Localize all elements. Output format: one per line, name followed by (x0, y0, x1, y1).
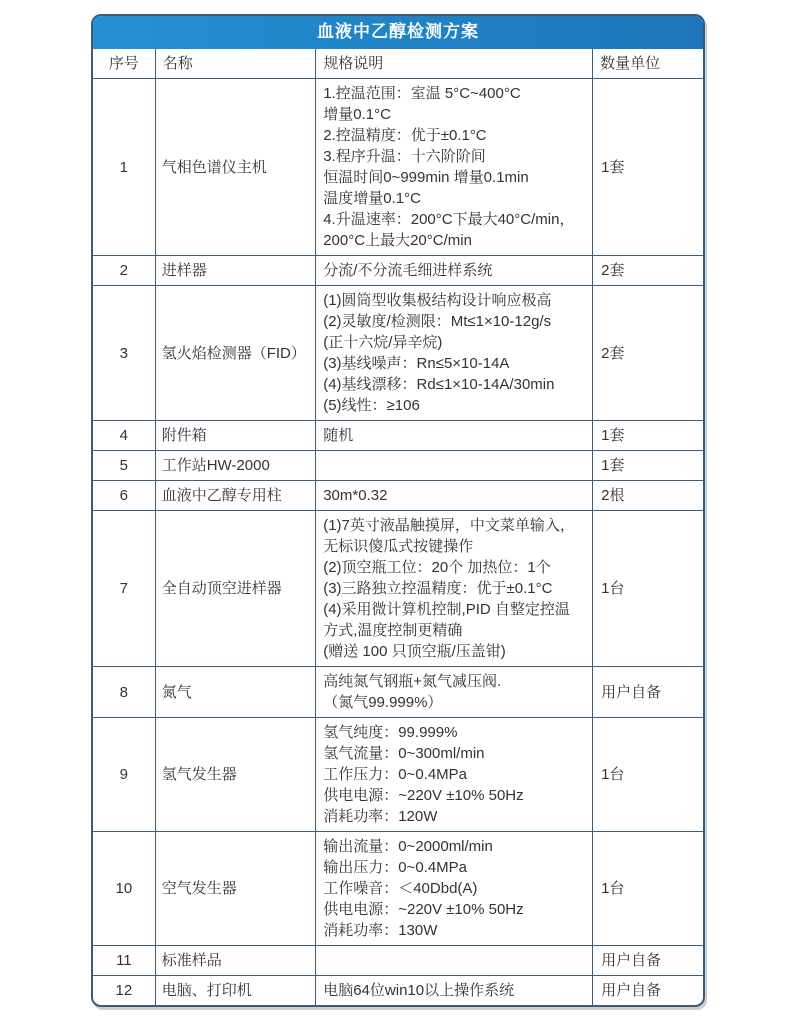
item-name-cell: 空气发生器 (155, 832, 316, 946)
item-name-cell: 氢气发生器 (155, 718, 316, 832)
table-row (93, 481, 703, 511)
item-name-cell: 血液中乙醇专用柱 (155, 481, 316, 511)
table-body (93, 79, 703, 1006)
row-number-cell: 8 (93, 667, 155, 718)
table-row (93, 667, 703, 718)
row-number-cell: 10 (93, 832, 155, 946)
qty-cell: 用户自备 (593, 976, 703, 1006)
row-number-cell: 4 (93, 421, 155, 451)
table-row (93, 718, 703, 832)
spec-cell: (1)圆筒型收集极结构设计响应极高 (2)灵敏度/检测限：Mt≤1×10-12g/s (正十六烷/异辛烷) (3)基线噪声：Rn≤5×10-14A (4)基线漂移：Rd≤1×10-14A/30min (5)线性：≥106 (316, 286, 593, 421)
row-number-cell: 3 (93, 286, 155, 421)
table-row (93, 256, 703, 286)
spec-cell: 分流/不分流毛细进样系统 (316, 256, 593, 286)
qty-cell: 1套 (593, 79, 703, 256)
spec-cell: 高纯氮气钢瓶+氮气减压阀. （氮气99.999%） (316, 667, 593, 718)
spec-cell: 随机 (316, 421, 593, 451)
row-number-cell: 9 (93, 718, 155, 832)
table-row (93, 946, 703, 976)
column-header-index: 序号 (93, 49, 155, 79)
qty-cell: 1台 (593, 511, 703, 667)
qty-cell: 2套 (593, 286, 703, 421)
item-name-cell: 工作站HW-2000 (155, 451, 316, 481)
column-header-qty: 数量单位 (593, 49, 703, 79)
table-row (93, 451, 703, 481)
table-row (93, 286, 703, 421)
spec-cell: 30m*0.32 (316, 481, 593, 511)
column-header-spec: 规格说明 (316, 49, 593, 79)
qty-cell: 1台 (593, 718, 703, 832)
spec-cell: 电脑64位win10以上操作系统 (316, 976, 593, 1006)
row-number-cell: 5 (93, 451, 155, 481)
spec-cell: 氢气纯度：99.999% 氢气流量：0~300ml/min 工作压力：0~0.4MPa 供电电源：~220V ±10% 50Hz 消耗功率：120W (316, 718, 593, 832)
qty-cell: 用户自备 (593, 946, 703, 976)
plan-table (93, 49, 703, 1005)
qty-cell: 2根 (593, 481, 703, 511)
row-number-cell: 7 (93, 511, 155, 667)
table-row (93, 976, 703, 1006)
row-number-cell: 11 (93, 946, 155, 976)
spec-cell: (1)7英寸液晶触摸屏，中文菜单输入， 无标识傻瓜式按键操作 (2)顶空瓶工位：20个 加热位：1个 (3)三路独立控温精度：优于±0.1°C (4)采用微计算机控制,PID 自整定控温 方式,温度控制更精确 (赠送 100 只顶空瓶/压盖钳) (316, 511, 593, 667)
row-number-cell: 6 (93, 481, 155, 511)
qty-cell: 用户自备 (593, 667, 703, 718)
qty-cell: 1套 (593, 451, 703, 481)
item-name-cell: 电脑、打印机 (155, 976, 316, 1006)
column-header-name: 名称 (155, 49, 316, 79)
qty-cell: 1台 (593, 832, 703, 946)
qty-cell: 1套 (593, 421, 703, 451)
item-name-cell: 进样器 (155, 256, 316, 286)
item-name-cell: 气相色谱仪主机 (155, 79, 316, 256)
spec-cell (316, 946, 593, 976)
table-row (93, 79, 703, 256)
qty-cell: 2套 (593, 256, 703, 286)
row-number-cell: 12 (93, 976, 155, 1006)
item-name-cell: 附件箱 (155, 421, 316, 451)
item-name-cell: 全自动顶空进样器 (155, 511, 316, 667)
spec-cell (316, 451, 593, 481)
item-name-cell: 氮气 (155, 667, 316, 718)
header-row (93, 49, 703, 79)
row-number-cell: 1 (93, 79, 155, 256)
item-name-cell: 标准样品 (155, 946, 316, 976)
row-number-cell: 2 (93, 256, 155, 286)
table-row (93, 511, 703, 667)
plan-table-card (91, 14, 705, 1007)
spec-cell: 1.控温范围：室温 5°C~400°C 增量0.1°C 2.控温精度：优于±0.1°C 3.程序升温：十六阶阶间 恒温时间0~999min 增量0.1min 温度增量0.1°C 4.升温速率：200°C下最大40°C/min， 200°C上最大20°C/min (316, 79, 593, 256)
item-name-cell: 氢火焰检测器（FID） (155, 286, 316, 421)
table-row (93, 421, 703, 451)
table-title: 血液中乙醇检测方案 (93, 16, 703, 49)
spec-cell: 输出流量：0~2000ml/min 输出压力：0~0.4MPa 工作噪音：＜40Dbd(A) 供电电源：~220V ±10% 50Hz 消耗功率：130W (316, 832, 593, 946)
table-row (93, 832, 703, 946)
